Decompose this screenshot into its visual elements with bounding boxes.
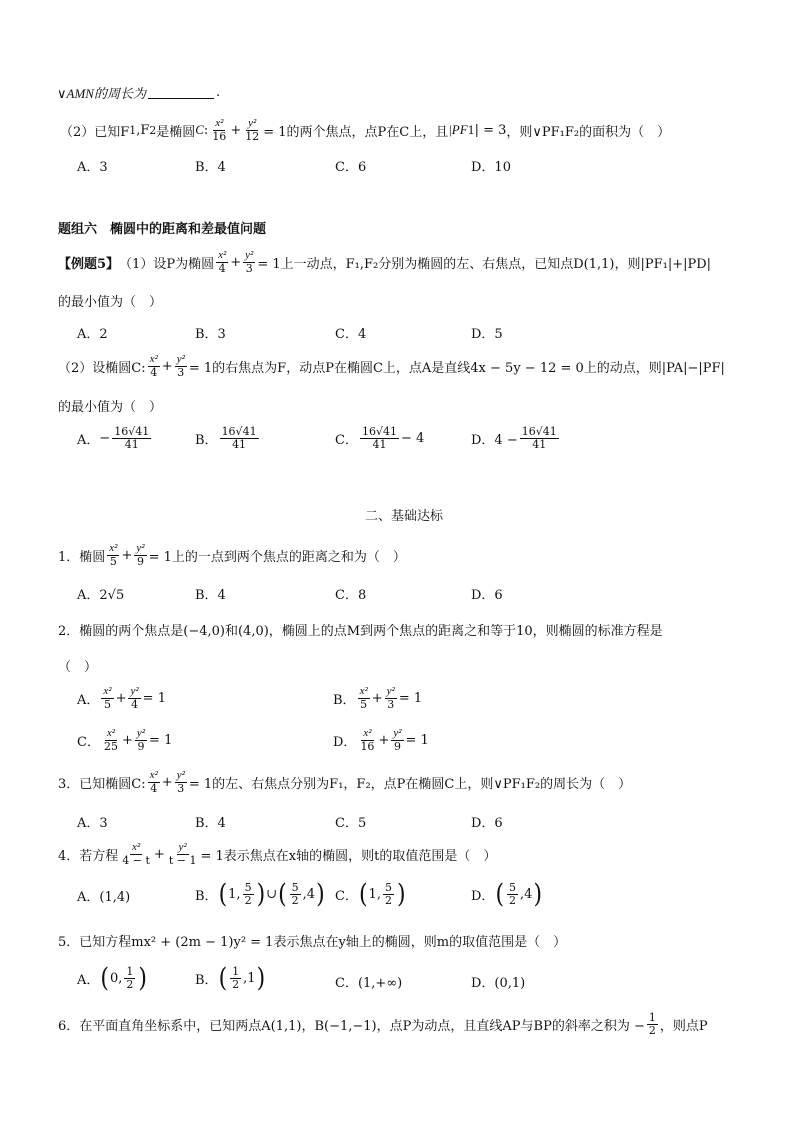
option-d[interactable]: [471, 426, 561, 450]
fraction: [358, 686, 370, 710]
den: 2: [232, 978, 240, 991]
num: x²: [218, 249, 227, 261]
text: ，则∨PF₁F₂的面积为（ ）: [506, 124, 671, 140]
fraction: [101, 686, 113, 710]
num: 16√41: [114, 425, 150, 438]
close-paren: ): [316, 879, 325, 910]
den: 4: [131, 697, 139, 711]
text: 3．已知椭圆C:: [58, 776, 146, 792]
option-a[interactable]: A．(1,4): [77, 890, 131, 905]
den: 4: [150, 365, 158, 379]
den: 16: [360, 739, 375, 753]
num: 1: [232, 965, 240, 979]
num: y²: [393, 727, 402, 739]
text: A．: [77, 692, 100, 708]
text: = 1: [398, 690, 423, 706]
option-c[interactable]: [335, 426, 424, 450]
text: 1,: [228, 887, 241, 902]
fraction: [107, 543, 119, 567]
text: = 1表示焦点在x轴的椭圆，则t的取值范围是（ ）: [200, 848, 497, 864]
question-6-line: [58, 1012, 708, 1036]
den: t − 1: [168, 853, 197, 867]
text: = 1: [142, 690, 166, 706]
num: x²: [215, 117, 224, 129]
option-a[interactable]: [77, 963, 148, 994]
text: C．: [335, 432, 358, 448]
text: A．: [77, 973, 100, 988]
fraction: [135, 728, 147, 752]
fraction: [243, 118, 261, 142]
text: ,4: [520, 887, 533, 902]
fraction: [507, 882, 518, 906]
option-d[interactable]: D．6: [471, 588, 503, 603]
question-fragment-text: ∨AMN的周长为: [57, 86, 146, 101]
text: 4．若方程: [58, 848, 119, 864]
text: ∪: [266, 887, 278, 902]
text: :: [203, 122, 209, 138]
q2-prefix: （2）已知F: [60, 124, 130, 140]
num: x²: [109, 542, 118, 554]
den: 9: [136, 554, 144, 568]
num: 1: [126, 965, 134, 979]
num: y²: [245, 249, 254, 261]
text: 0,: [109, 971, 123, 986]
num: y²: [178, 841, 187, 853]
question-4-line: 4．若方程 $\frac{\text{x²}}{4 - t}$ + $\frac{\text{y²}}{t - 1}$ = 1表示焦点在x轴的椭圆，则t的取值范围是（ ）: [58, 841, 497, 867]
den: 25: [103, 739, 118, 753]
den: 41: [372, 437, 387, 451]
num: 16√41: [521, 425, 557, 438]
num: x²: [106, 727, 116, 739]
open-paren: (: [218, 879, 228, 910]
section-title: 题组六 椭圆中的距离和差最值问题: [58, 222, 267, 237]
num: 5: [244, 881, 252, 895]
text: D．: [333, 734, 357, 750]
text: D．4 −: [471, 432, 518, 448]
fraction: [290, 882, 301, 906]
den: 9: [137, 739, 145, 753]
num: 16√41: [361, 425, 397, 438]
num: x²: [103, 685, 112, 697]
open-paren: (: [278, 879, 287, 910]
text: C．: [335, 889, 358, 904]
den: 5: [103, 697, 111, 711]
text: |PF: [448, 122, 468, 138]
option-c[interactable]: C．(1,+∞): [335, 976, 403, 991]
text: 1,: [368, 887, 381, 902]
den: 2: [291, 894, 299, 907]
den: 5: [109, 554, 117, 568]
text: B．: [195, 432, 218, 448]
text: − 4: [400, 430, 425, 446]
question-2-line: （2）已知F 1 ,F 2 是椭圆 C : $\frac{\text{x²}}{16}$ + $\frac{\text{y²}}{12}$ = 1的两个焦点，点P在C上，且 |PF 1 | = 3 ，则∨PF₁F₂的面积为（ ）: [60, 117, 671, 143]
fraction: [112, 426, 151, 450]
fraction: [391, 728, 403, 752]
fraction: [360, 426, 399, 450]
question-2-paren: （ ）: [58, 660, 98, 675]
num: x²: [363, 727, 372, 739]
num: x²: [149, 353, 158, 365]
num: x²: [359, 685, 368, 697]
num: y²: [136, 542, 145, 554]
den: 9: [393, 739, 401, 753]
close-paren: ): [533, 879, 543, 910]
open-paren: (: [495, 879, 505, 910]
example-5-q1-line2: 的最小值为（ ）: [58, 295, 163, 310]
close-paren: ): [256, 879, 266, 910]
den: 4: [218, 261, 226, 275]
close-paren: ): [396, 879, 406, 910]
text: | = 3: [474, 122, 507, 138]
text: 1．椭圆: [58, 549, 106, 565]
den: 4 − t: [122, 853, 150, 867]
fraction: [148, 354, 160, 378]
option-a[interactable]: A． $\frac{\text{x²}}{5}$ + $\frac{\text{y²}}{4}$ = 1: [77, 685, 166, 711]
num: 16√41: [221, 425, 257, 438]
open-paren: (: [100, 963, 109, 994]
text: B．: [195, 889, 218, 904]
den: 2: [509, 894, 517, 907]
num: y²: [176, 353, 185, 365]
text: = 1的两个焦点，点P在C上，且: [263, 124, 449, 140]
text: = 1的右焦点为F，动点P在椭圆C上，点A是直线4x − 5y − 12 = 0上的动点，则|PA|−|PF|: [188, 360, 725, 376]
option-a[interactable]: A．2√5: [77, 588, 125, 603]
question-3-line: 3．已知椭圆C: $\frac{\text{x²}}{4}$ + $\frac{\text{y²}}{3}$ = 1的左、右焦点分别为F₁，F₂，点P在椭圆C上，则∨PF₁F₂的周长为（ ）: [58, 769, 632, 795]
option-a[interactable]: A．3: [77, 816, 108, 831]
fraction: [358, 728, 376, 752]
fraction: [102, 728, 120, 752]
den: 16: [212, 129, 227, 143]
example-5-q2-line2: 的最小值为（ ）: [58, 400, 163, 415]
fraction: [220, 426, 259, 450]
option-b[interactable]: [195, 426, 261, 450]
den: 12: [245, 129, 260, 143]
var: C: [195, 122, 204, 138]
fraction: [120, 842, 152, 866]
open-paren: (: [358, 879, 368, 910]
option-c[interactable]: C．4: [335, 327, 367, 342]
text: C．: [77, 734, 100, 750]
text: = 1: [405, 732, 429, 748]
fraction: [216, 250, 228, 274]
option-b[interactable]: B． $\frac{\text{x²}}{5}$ + $\frac{\text{y²}}{3}$ = 1: [333, 685, 423, 711]
option-d[interactable]: D．10: [471, 160, 511, 175]
num: y²: [176, 769, 185, 781]
den: 4: [150, 781, 158, 795]
den: 3: [177, 781, 185, 795]
num: x²: [132, 841, 141, 853]
fraction: [647, 1012, 658, 1036]
option-b[interactable]: B．3: [195, 327, 226, 342]
text: D．: [471, 889, 495, 904]
example-5-q1-line: 【例题5】 （1）设P为椭圆 $\frac{\text{x²}}{4}$ + $\frac{\text{y²}}{3}$ = 1上一动点，F₁,F₂分别为椭圆的左、右焦点，已知点D(1,1)，则|PF₁|+|PD|: [58, 249, 712, 275]
num: 1: [648, 1011, 656, 1024]
option-d[interactable]: [471, 879, 543, 910]
den: 3: [245, 261, 253, 275]
den: 2: [244, 894, 252, 907]
option-a[interactable]: A．2: [77, 327, 108, 342]
text: A．: [77, 432, 100, 448]
text: （2）设椭圆C:: [58, 360, 146, 376]
num: 5: [509, 881, 517, 895]
num: 5: [291, 881, 299, 895]
fraction: [128, 686, 140, 710]
period: .: [215, 85, 221, 100]
text: −: [99, 430, 111, 446]
section-heading: 二、基础达标: [365, 509, 444, 524]
open-paren: (: [218, 963, 228, 994]
den: 3: [387, 697, 395, 711]
text: ,1: [243, 971, 256, 986]
text: ，则点P: [659, 1018, 708, 1034]
den: 41: [232, 437, 247, 451]
text: = 1: [149, 732, 173, 748]
option-c[interactable]: C．5: [335, 816, 367, 831]
fraction: [175, 770, 187, 794]
num: y²: [130, 685, 139, 697]
fraction: [243, 250, 255, 274]
close-paren: ): [138, 963, 147, 994]
answer-blank[interactable]: [148, 86, 214, 99]
den: 41: [124, 437, 139, 451]
question-2-text: 2．椭圆的两个焦点是(−4,0)和(4,0)，椭圆上的点M到两个焦点的距离之和等于10，则椭圆的标准方程是: [58, 624, 663, 639]
num: y²: [136, 727, 146, 739]
den: 2: [126, 978, 134, 991]
option-b[interactable]: B．4: [195, 588, 226, 603]
fraction: [230, 966, 241, 990]
option-a[interactable]: [77, 426, 153, 450]
text: 6．在平面直角坐标系中，已知两点A(1,1)，B(−1,−1)，点P为动点，且直线AP与BP的斜率之积为 −: [58, 1018, 645, 1034]
text: = 1的左、右焦点分别为F₁，F₂，点P在椭圆C上，则∨PF₁F₂的周长为（ ）: [188, 776, 632, 792]
option-c[interactable]: C．8: [335, 588, 367, 603]
num: y²: [248, 117, 257, 129]
option-b[interactable]: [195, 963, 266, 994]
num: x²: [149, 769, 158, 781]
fraction: [383, 882, 394, 906]
fraction: [148, 770, 160, 794]
sub: 1: [129, 123, 137, 137]
option-c[interactable]: C．6: [335, 160, 367, 175]
option-b[interactable]: B．4: [195, 160, 226, 175]
option-d[interactable]: D．6: [471, 816, 503, 831]
question-5-line: 5．已知方程mx² + (2m − 1)y² = 1表示焦点在y轴上的椭圆，则m的取值范围是（ ）: [58, 935, 567, 950]
fraction: [243, 882, 254, 906]
den: 2: [384, 894, 392, 907]
fraction: [385, 686, 397, 710]
text: ,4: [302, 887, 316, 902]
example-label: 【例题5】: [58, 256, 120, 272]
option-b[interactable]: [195, 879, 326, 910]
fraction: [134, 543, 146, 567]
option-d[interactable]: D．5: [471, 327, 503, 342]
option-c[interactable]: [335, 879, 407, 910]
option-a[interactable]: A．3: [77, 160, 108, 175]
close-paren: ): [256, 963, 266, 994]
fraction: [167, 842, 199, 866]
question-1-line: 1．椭圆 $\frac{\text{x²}}{5}$ + $\frac{\text{y²}}{9}$ = 1上的一点到两个焦点的距离之和为（ ）: [58, 542, 406, 568]
num: y²: [386, 685, 395, 697]
sub: 2: [149, 123, 157, 137]
option-b[interactable]: B．4: [195, 816, 226, 831]
example-5-q2-line: （2）设椭圆C: $\frac{\text{x²}}{4}$ + $\frac{\text{y²}}{3}$ = 1的右焦点为F，动点P在椭圆C上，点A是直线4x − 5y − 12 = 0上的动点，则|PA|−|PF|: [58, 353, 725, 379]
option-d[interactable]: D． $\frac{\text{x²}}{16}$ + $\frac{\text{y²}}{9}$ = 1: [333, 727, 429, 753]
question-fragment-line: [57, 83, 220, 102]
text: B．: [333, 692, 356, 708]
fraction: [520, 426, 559, 450]
num: 5: [384, 881, 392, 895]
fraction: [210, 118, 228, 142]
text: = 1上的一点到两个焦点的距离之和为（ ）: [148, 549, 406, 565]
den: 5: [360, 697, 368, 711]
option-c[interactable]: C． $\frac{\text{x²}}{25}$ + $\frac{\text{y²}}{9}$ = 1: [77, 727, 173, 753]
option-d[interactable]: D．(0,1): [471, 976, 526, 991]
text: ,F: [136, 122, 150, 138]
text: B．: [195, 973, 218, 988]
den: 41: [532, 437, 547, 451]
text: 是椭圆: [156, 124, 196, 140]
text: = 1上一动点，F₁,F₂分别为椭圆的左、右焦点，已知点D(1,1)，则|PF₁|+|PD|: [257, 256, 712, 272]
text: （1）设P为椭圆: [119, 256, 215, 272]
den: 3: [177, 365, 185, 379]
fraction: [175, 354, 187, 378]
fraction: [124, 966, 135, 990]
den: 2: [648, 1023, 656, 1037]
sub: 1: [467, 123, 475, 137]
